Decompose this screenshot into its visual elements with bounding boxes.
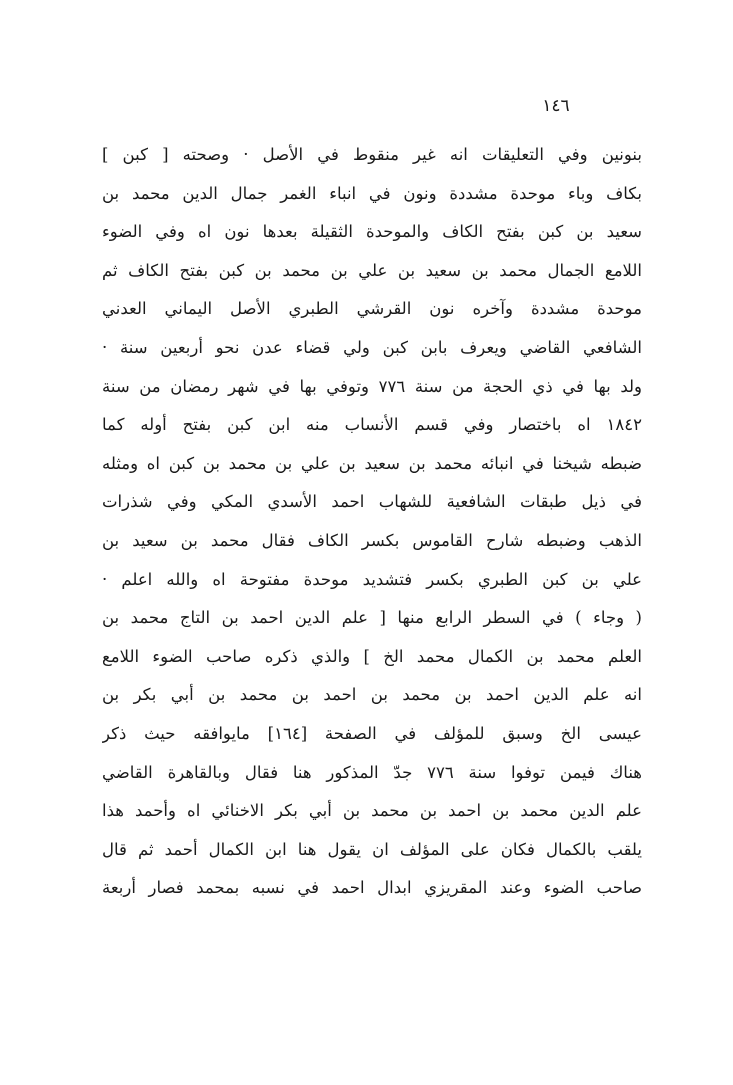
- text-line: عيسى الخ وسبق للمؤلف في الصفحة [١٦٤] مايوافقه حيث ذكر: [102, 723, 642, 743]
- text-line: انه علم الدين احمد بن محمد بن احمد بن محمد بن أبي بكر بن: [102, 685, 642, 705]
- text-line: علي بن كبن الطبري بكسر فتشديد موحدة مفتوحة اه والله اعلم ·: [102, 569, 642, 589]
- text-line: الشافعي القاضي ويعرف بابن كبن ولي قضاء عدن نحو أربعين سنة ·: [102, 337, 642, 357]
- text-line: ( وجاء ) في السطر الرابع منها [ علم الدين احمد بن التاج محمد بن: [102, 608, 642, 628]
- text-line: العلم محمد بن الكمال محمد الخ ] والذي ذكره صاحب الضوء اللامع: [102, 646, 642, 666]
- text-line: اللامع الجمال محمد بن سعيد بن علي بن محمد بن كبن بفتح الكاف ثم: [102, 260, 642, 280]
- text-line: سعيد بن كبن بفتح الكاف والموحدة الثقيلة بعدها نون اه وفي الضوء: [102, 222, 642, 242]
- text-line: بكاف وباء موحدة مشددة ونون في انباء الغمر جمال الدين محمد بن: [102, 183, 642, 203]
- text-line: علم الدين محمد بن احمد بن محمد بن أبي بكر الاخنائي اه وأحمد هذا: [102, 801, 642, 821]
- text-line: صاحب الضوء وعند المقريزي ابدال احمد في نسبه بمحمد فصار أربعة: [102, 878, 642, 898]
- page-number: ١٤٦: [542, 96, 570, 116]
- text-line: بنونين وفي التعليقات انه غير منقوط في الأصل · وصحته [ كبن ]: [102, 145, 642, 164]
- body-text: [102, 136, 642, 908]
- text-line: الذهب وضبطه شارح القاموس بكسر الكاف فقال محمد بن سعيد بن: [102, 530, 642, 550]
- text-line: هناك فيمن توفوا سنة ٧٧٦ جدّ المذكور هنا فقال وبالقاهرة القاضي: [102, 762, 642, 782]
- text-line: يلقب بالكمال فكان على المؤلف ان يقول هنا ابن الكمال أحمد ثم قال: [102, 839, 642, 859]
- text-line: ١٨٤٢ اه باختصار وفي قسم الأنساب منه ابن كبن بفتح أوله كما: [102, 415, 642, 435]
- text-line: ولد بها في ذي الحجة من سنة ٧٧٦ وتوفي بها في شهر رمضان من سنة: [102, 376, 642, 396]
- text-line: ضبطه شيخنا في انبائه محمد بن سعيد بن علي بن محمد بن كبن اه ومثله: [102, 453, 642, 473]
- text-line: موحدة مشددة وآخره نون القرشي الطبري الأصل اليماني العدني: [102, 299, 642, 319]
- text-line: في ذيل طبقات الشافعية للشهاب احمد الأسدي المكي وفي شذرات: [102, 492, 642, 512]
